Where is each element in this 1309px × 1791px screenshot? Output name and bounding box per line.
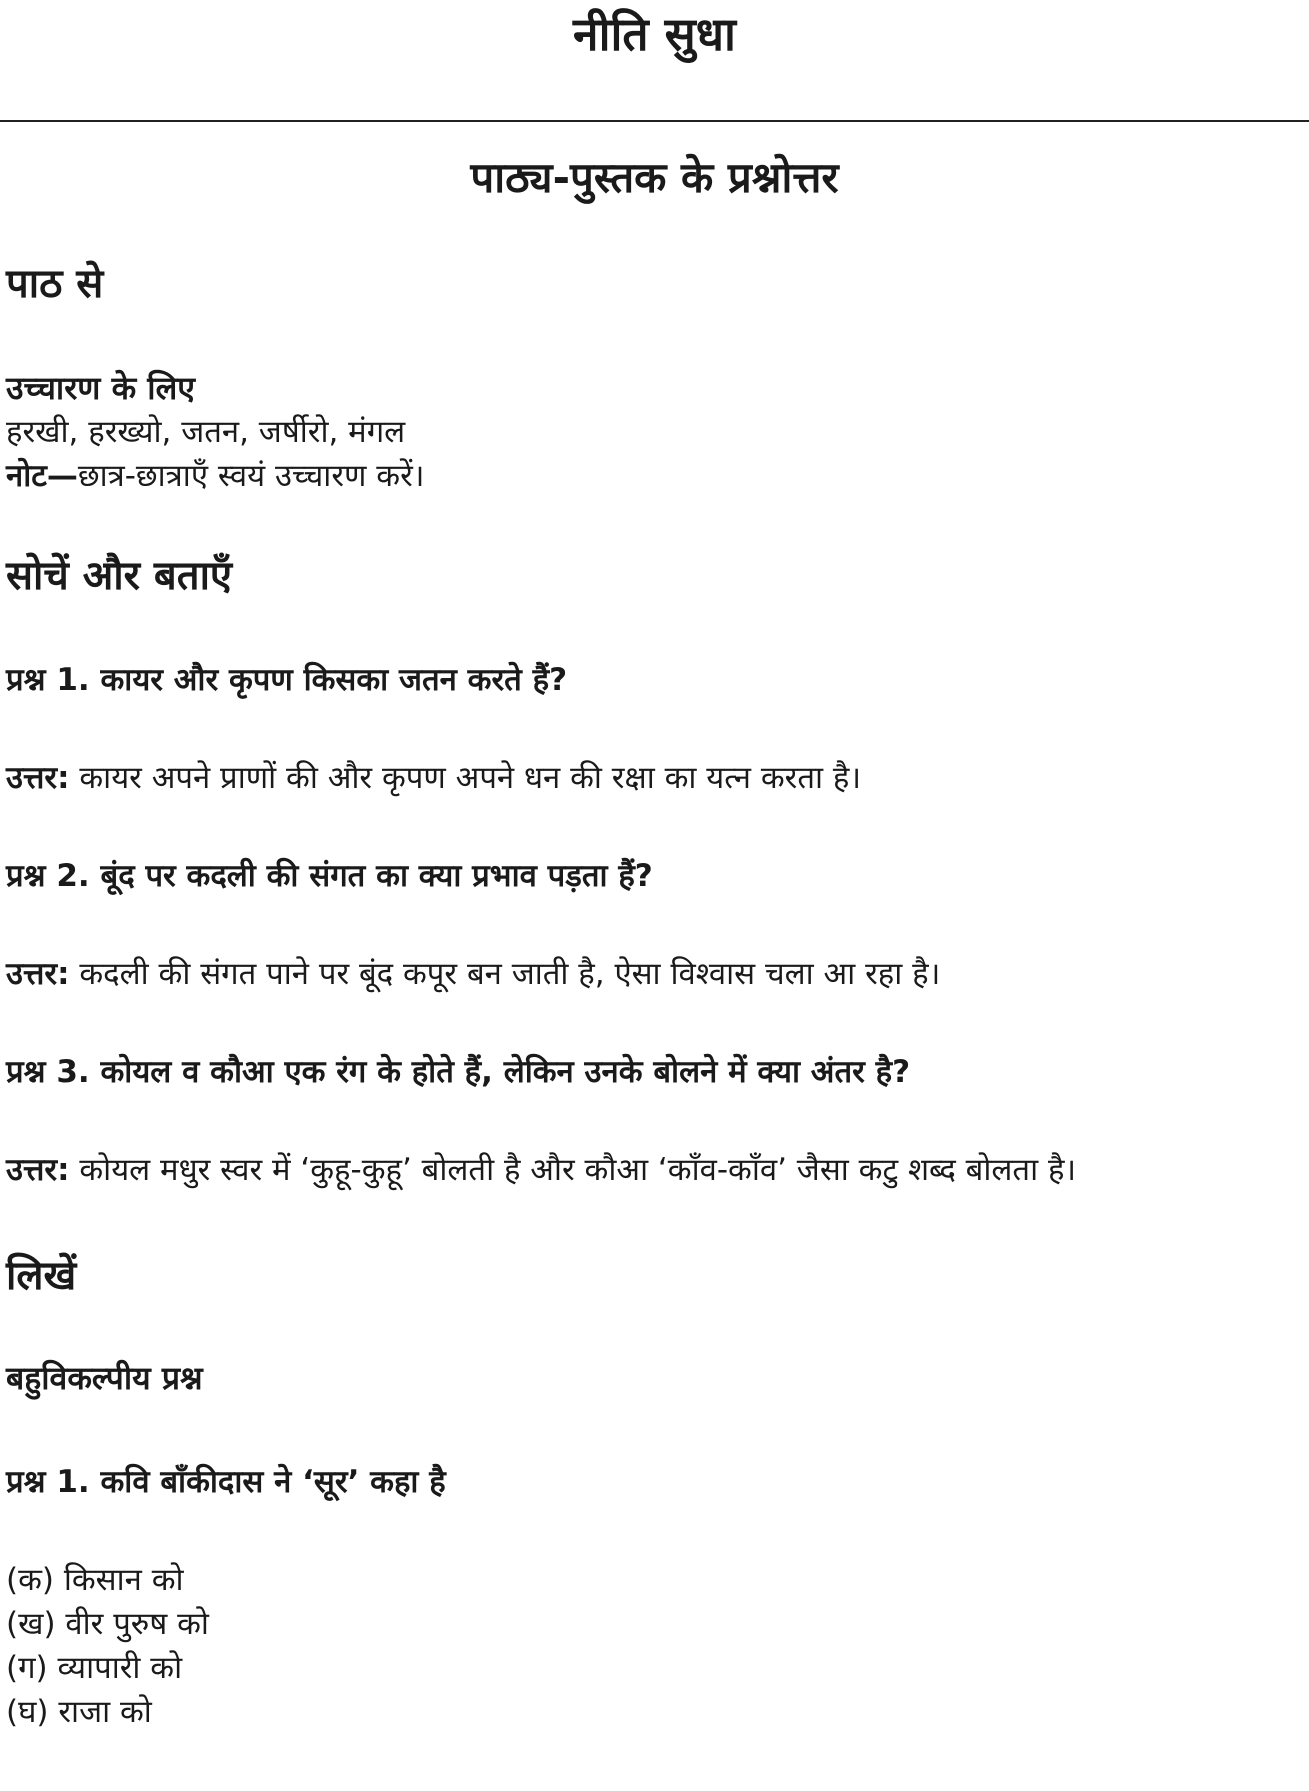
section-heading-path-se: पाठ से [6,261,104,307]
answer-2 [6,952,940,996]
pronunciation-words: हरखी, हरख्यो, जतन, जर्षीरो, मंगल [6,414,406,450]
section-heading-write: लिखें [6,1253,77,1299]
answer-label: उत्तर: [6,956,70,992]
section-heading-think: सोचें और बताएँ [6,553,233,599]
question-1: प्रश्न 1. कायर और कृपण किसका जतन करते हैं? [6,662,568,698]
pronunciation-heading: उच्चारण के लिए [6,369,195,407]
answer-label: उत्तर: [6,1152,70,1188]
answer-text: कायर अपने प्राणों की और कृपण अपने धन की रक्षा का यत्न करता है। [69,760,862,796]
note-text: छात्र-छात्राएँ स्वयं उच्चारण करें। [77,458,425,494]
answer-label: उत्तर: [6,760,70,796]
question-3: प्रश्न 3. कोयल व कौआ एक रंग के होते हैं, लेकिन उनके बोलने में क्या अंतर है? [6,1054,911,1090]
title-divider [0,120,1309,122]
mcq-option-ga: (ग) व्यापारी को [6,1650,183,1686]
section-heading-mcq: बहुविकल्पीय प्रश्न [6,1359,203,1397]
answer-1 [6,756,861,800]
mcq-option-ka: (क) किसान को [6,1562,184,1598]
answer-3 [6,1148,1076,1192]
page-subtitle: पाठ्य-पुस्तक के प्रश्नोत्तर [470,153,839,202]
pronunciation-note [6,454,425,498]
question-2: प्रश्न 2. बूंद पर कदली की संगत का क्या प्रभाव पड़ता हैं? [6,858,653,894]
mcq-question-1: प्रश्न 1. कवि बाँकीदास ने ‘सूर’ कहा है [6,1464,446,1500]
note-label: नोट— [6,458,78,494]
answer-text: कदली की संगत पाने पर बूंद कपूर बन जाती है, ऐसा विश्वास चला आ रहा है। [69,956,941,992]
mcq-option-kha: (ख) वीर पुरुष को [6,1606,209,1642]
page-title: नीति सुधा [573,7,736,61]
answer-text: कोयल मधुर स्वर में ‘कुहू-कुहू’ बोलती है और कौआ ‘काँव-काँव’ जैसा कटु शब्द बोलता है। [69,1152,1077,1188]
mcq-option-gha: (घ) राजा को [6,1694,152,1730]
